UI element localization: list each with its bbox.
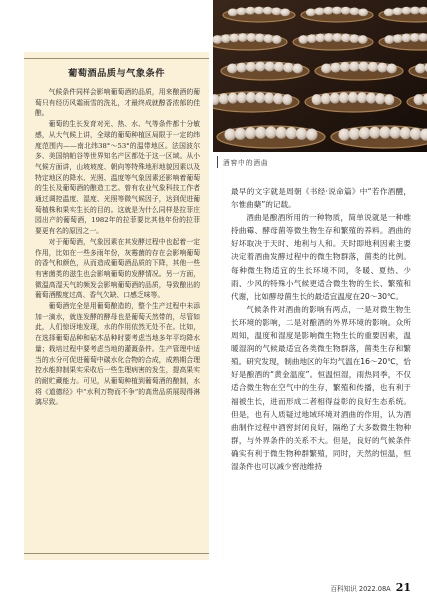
yeast-cake — [402, 34, 412, 43]
yeast-cake — [307, 34, 317, 43]
yeast-cake — [341, 34, 351, 43]
yeast-cake — [247, 33, 257, 42]
yeast-cake — [332, 7, 342, 15]
sidebar-paragraph: 葡萄酒完全是用葡萄酿造的，整个生产过程中未添加一滴水，就连发酵的酵母也是葡萄天然带的，尽管如此，人们惊讶地发现，水的作用依然无处不在。比如，在选择葡萄品种和砧木品种时要考虑当地多年平均降水量；栽培过程中要考虑当地的灌溉条件。生产管理中适当的水分可促进葡萄中碳水化合物的合成，成熟期合理控水能抑制果实采收后一些生理病害的发生，提高果实的耐贮藏能力。可见，从葡萄种植到葡萄酒的酿制，水将《道德经》中“水利万物而不争”的高贵品质展现得淋漓尽致。 — [35, 302, 200, 407]
yeast-cake — [384, 9, 394, 17]
cellar-photo — [213, 0, 427, 152]
yeast-cake — [349, 128, 360, 140]
yeast-cake — [283, 63, 293, 73]
yeast-cake — [235, 128, 246, 140]
yeast-cake — [237, 92, 247, 103]
yeast-cake — [350, 34, 360, 43]
yeast-cake — [236, 63, 246, 73]
yeast-cake — [368, 62, 378, 72]
yeast-cake — [369, 127, 380, 139]
yeast-cake — [324, 33, 334, 42]
yeast-cake — [385, 35, 395, 44]
yeast-cake — [282, 94, 292, 105]
yeast-cake — [387, 64, 397, 74]
yeast-cake — [286, 127, 297, 139]
yeast-cake — [263, 7, 273, 15]
yeast-cake — [245, 127, 256, 139]
main-article-text — [231, 185, 411, 473]
yeast-cake — [237, 7, 247, 15]
sidebar-top-rule — [24, 58, 209, 59]
yeast-cake — [321, 93, 331, 104]
yeast-cake — [255, 62, 265, 72]
page-number: 21 — [395, 581, 411, 594]
sidebar-body — [35, 87, 200, 408]
article-paragraph: 酒曲是酿酒所用的一种物质，简单说就是一种维持曲霉、酵母菌等微生物生存和繁殖的养料。酒曲的好坏取决于天时、地利与人和。天时即地利因素主要决定着酒曲发酵过程中的微生物群落，菌类的比例。每种微生物适宜的生长环境不同，冬暖、夏热、少雨、少风的特殊小气候更适合微生物的生长、繁殖和代谢，比如酵母菌生长的最适宜温度在20～30℃。 — [231, 213, 411, 301]
article-paragraph: 气候条件对酒曲的影响有两点，一是对微生物生长环境的影响，二是对酿酒的外界环境的影响。众所周知，温度和湿度是影响微生物生长的重要因素，温暖湿润的气候最适宜各类微生物群落，菌类生存和繁殖。研究发现，制曲地区的年均气温在16～20℃，恰好是酿酒的“黄金温度”。恒温恒湿，雨热同季，不仅适合微生物在空气中的生存，繁殖和传播，也有利于福被生长，进而形成二者相得益彰的良好生态系统。但是，也有人质疑过地域环境对酒曲的作用，认为酒曲制作过程中酒窖封闭良好，隔绝了大多数微生物种群，与外界条件的关系不大。但是，良好的气候条件确实有利于微生物种群繁殖，同时，天然的恒温，恒湿条件也可以减少窖池维持 — [231, 304, 411, 471]
yeast-cake — [358, 9, 368, 17]
yeast-cake — [246, 62, 256, 72]
yeast-cake — [379, 126, 390, 138]
yeast-cake — [323, 7, 333, 15]
yeast-cake — [393, 7, 403, 15]
yeast-cake — [390, 127, 401, 139]
yeast-cake — [366, 93, 376, 104]
yeast-cake — [339, 92, 349, 103]
yeast-cake — [293, 64, 303, 74]
yeast-cake — [246, 92, 256, 103]
page-footer — [330, 581, 411, 594]
sidebar-title: 葡萄酒品质与气象条件 — [68, 68, 165, 79]
yeast-cake — [340, 62, 350, 72]
yeast-cake — [273, 93, 283, 104]
yeast-cake — [296, 128, 307, 140]
sidebar-paragraph: 对于葡萄酒，气象因素在其发酵过程中也起着一定作用，比如在一些多雨年份，灰霉菌的存在会影响葡萄的香气和颜色，从而造成葡萄酒品质的下降，其他一些有害菌类的滋生也会影响葡萄的发酵情况。另一方面，微温高湿天气的频发会影响葡萄酒的品质，导致酿出的葡萄酒酸度过高、香气欠缺、口感乏味等。 — [35, 237, 200, 300]
yeast-cake — [299, 35, 309, 44]
yeast-cake — [415, 64, 425, 74]
yeast-cake — [316, 34, 326, 43]
yeast-cake — [401, 7, 411, 15]
yeast-cake — [306, 129, 317, 141]
yeast-cake — [228, 93, 238, 104]
yeast-cake — [238, 33, 248, 42]
yeast-cake — [393, 34, 403, 43]
yeast-cake — [255, 34, 265, 43]
yeast-cake — [410, 128, 421, 140]
yeast-cake — [348, 92, 358, 103]
article-paragraph: 最早的文字就是周朝《书经·说命篇》中“若作酒醴，尔惟曲蘖”的记载。 — [231, 187, 411, 210]
yeast-cake — [272, 35, 282, 44]
yeast-cake — [375, 93, 385, 104]
yeast-cake — [414, 94, 424, 105]
yeast-cake — [264, 93, 274, 104]
yeast-cake — [359, 62, 369, 72]
yeast-cake — [219, 93, 229, 104]
yeast-cake — [349, 62, 359, 72]
yeast-cake — [357, 92, 367, 103]
yeast-cake — [350, 7, 360, 15]
yeast-cake — [272, 7, 282, 15]
yeast-cake — [255, 127, 266, 139]
yeast-cake — [274, 62, 284, 72]
yeast-cake — [330, 93, 340, 104]
yeast-cake — [306, 9, 316, 17]
yeast-cake — [410, 33, 420, 42]
yeast-cake — [225, 129, 236, 141]
yeast-cake — [339, 129, 350, 141]
yeast-cake — [315, 7, 325, 15]
photo-caption-box — [213, 152, 427, 172]
sidebar-bottom-rule — [24, 553, 209, 554]
yeast-cake — [276, 127, 287, 139]
yeast-cake — [333, 33, 343, 42]
sidebar-paragraph: 葡萄的生长发育对光、热、水、气等条件都十分敏感，从大气候上讲，全球的葡萄种植区局限于一定的纬度范围内——南北纬38°～53°的温带地区。法国波尔多、美国纳帕谷等世界知名产区都处于这一区域。从小气候方面讲，山坡坡度、朝向等特殊地形地貌因素以及特定地区的降水、光照、温度等气象因素还影响着葡萄的生长及葡萄酒的酿造工艺。曾有农业气象科技工作者通过调控温度、湿度、光照等微气候因子，达到促进葡萄植株和果实生长的目的。这就是为什么同样是拉菲庄园出产的葡萄酒，1982年的拉菲要比其他年份的拉菲要更有名的原因之一。 — [35, 120, 200, 236]
yeast-cake — [245, 7, 255, 15]
yeast-cake — [384, 94, 394, 105]
yeast-cake — [321, 64, 331, 74]
yeast-cake — [265, 126, 276, 138]
yeast-cake — [359, 127, 370, 139]
yeast-cake — [255, 92, 265, 103]
caption-marker — [217, 156, 218, 168]
yeast-cake — [280, 9, 290, 17]
yeast-cake — [312, 94, 322, 105]
yeast-cake — [228, 9, 238, 17]
magazine-issue: 百科知识 2022.08A — [330, 585, 391, 593]
sidebar-box — [24, 52, 209, 560]
yeast-cake — [264, 34, 274, 43]
yeast-cake — [358, 35, 368, 44]
yeast-cake — [227, 64, 237, 74]
yeast-cake — [400, 127, 411, 139]
cellar-photo-image — [213, 0, 427, 152]
photo-caption: 酒窖中的酒曲 — [223, 159, 269, 167]
yeast-cake — [230, 34, 240, 43]
yeast-cake — [410, 7, 420, 15]
yeast-cake — [377, 63, 387, 73]
sidebar-paragraph: 气候条件同样会影响葡萄酒的品质，用来酿酒的葡萄只有经历风霜雨雪的洗礼，才最终成就醇香浓郁的佳酿。 — [35, 88, 200, 118]
yeast-cake — [254, 7, 264, 15]
yeast-cake — [330, 63, 340, 73]
yeast-cake — [221, 34, 231, 43]
yeast-cake — [265, 62, 275, 72]
yeast-cake — [341, 7, 351, 15]
